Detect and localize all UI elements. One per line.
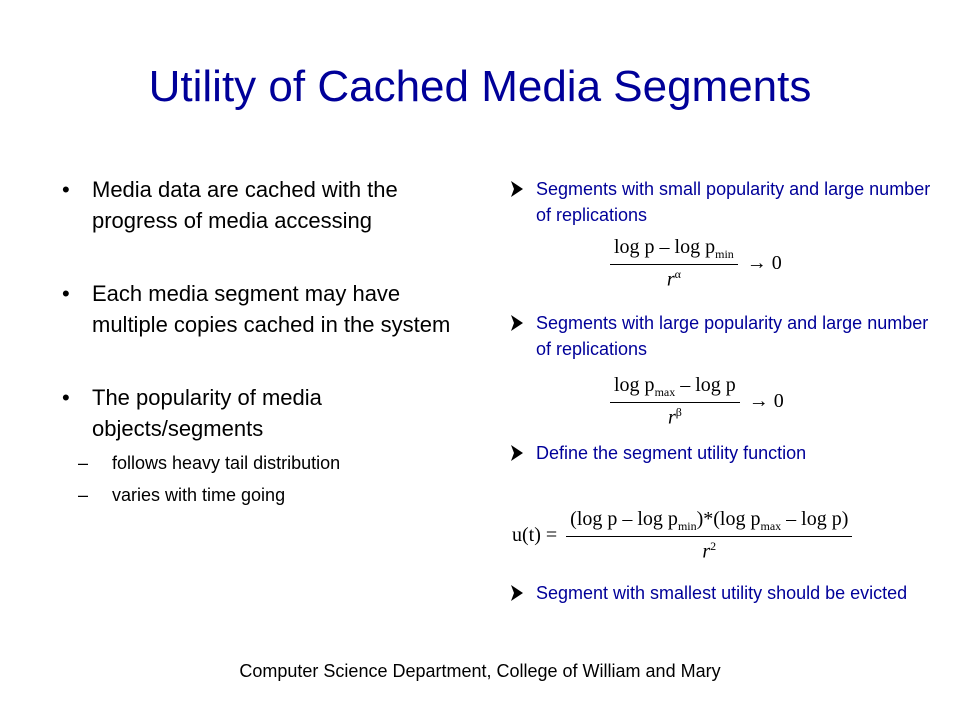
arrow-item — [500, 440, 940, 466]
bullet-glyph: • — [62, 385, 70, 410]
arrow-bullet-icon — [510, 444, 524, 462]
arrow-item — [500, 310, 940, 362]
arrow-item-text: Segments with large popularity and large number of replications — [536, 313, 929, 359]
arrow-item — [500, 580, 940, 606]
bullet-text: Each media segment may have multiple copies cached in the system — [92, 281, 451, 337]
denominator: $r^\beta$ — [667, 405, 682, 429]
numerator: (log p – $\log p_{min})*(\log$ $p_{max}$ – log p) — [566, 508, 852, 537]
arrow-bullet-icon — [510, 584, 524, 602]
fraction — [566, 508, 852, 564]
sub-bullet-text: follows heavy tail distribution — [112, 453, 341, 473]
fraction — [610, 374, 740, 430]
arrow-bullet-icon — [510, 180, 524, 198]
bullet-text: Media data are cached with the progress of media accessing — [92, 177, 398, 233]
arrow-item — [500, 176, 940, 228]
sub-bullet-item — [56, 480, 456, 510]
arrow-item-text: Segment with smallest utility should be evicted — [536, 583, 908, 603]
bullet-item — [56, 174, 456, 236]
denominator: $r^2$ — [702, 539, 717, 563]
formula-lhs: u(t) = — [512, 524, 558, 547]
sub-bullet-item — [56, 448, 456, 478]
slide-footer: Computer Science Department, College of William and Mary — [239, 661, 721, 681]
bullet-glyph: • — [62, 281, 70, 306]
arrow-item-text: Define the segment utility function — [536, 443, 807, 463]
limit-arrow: → 0 — [748, 390, 784, 413]
dash-glyph: – — [78, 485, 89, 505]
bullet-item — [56, 382, 456, 444]
bullet-glyph: • — [62, 177, 70, 202]
arrow-item-text: Segments with small popularity and large number of replications — [536, 179, 931, 225]
formula-utility-function — [512, 508, 852, 564]
sub-bullet-text: varies with time going — [112, 485, 286, 505]
formula-large-popularity — [610, 374, 784, 430]
numerator: $\log p_{max}$ – log p — [610, 374, 740, 403]
numerator: log p – $\log p_{min}$ — [610, 236, 738, 265]
limit-arrow: → 0 — [746, 252, 782, 275]
bullet-text: The popularity of media objects/segments — [92, 385, 322, 441]
arrow-bullet-icon — [510, 314, 524, 332]
dash-glyph: – — [78, 453, 89, 473]
denominator: $r^\alpha$ — [666, 267, 681, 291]
formula-small-popularity — [610, 236, 782, 292]
fraction — [610, 236, 738, 292]
bullet-item — [56, 278, 456, 340]
left-column — [56, 174, 456, 510]
slide-title: Utility of Cached Media Segments — [148, 62, 812, 111]
